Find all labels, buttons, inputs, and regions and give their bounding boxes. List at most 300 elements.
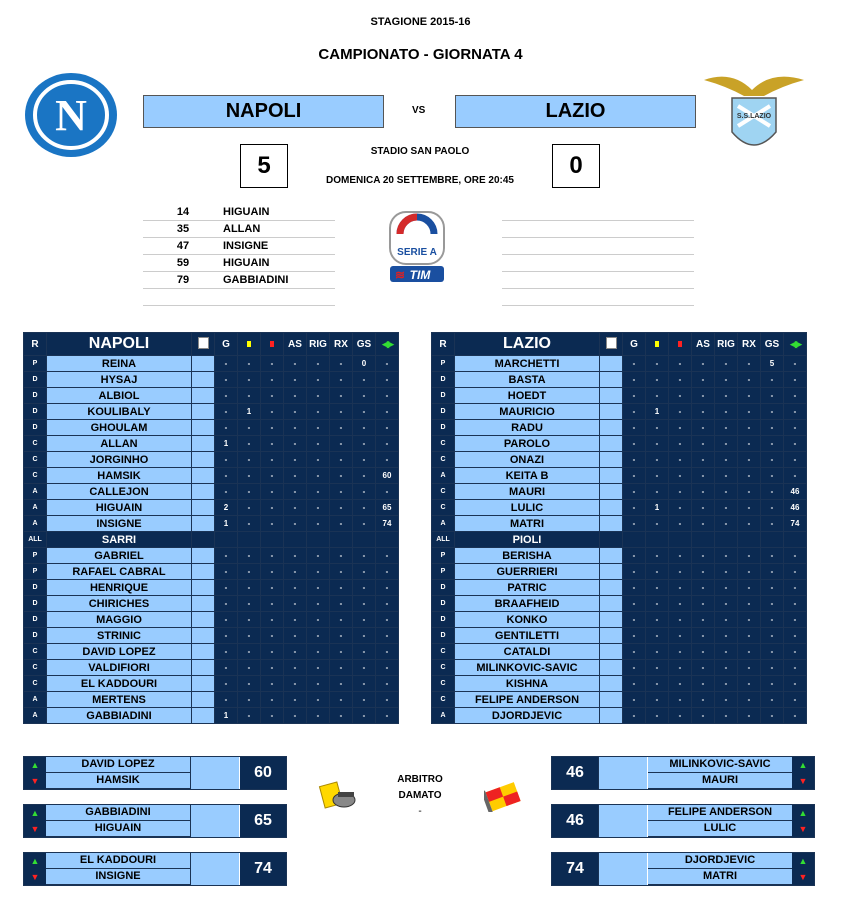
- player-role: P: [24, 356, 47, 372]
- goal-minute: 59: [176, 257, 190, 269]
- player-penalties: -: [715, 356, 738, 372]
- player-rx: -: [330, 436, 353, 452]
- player-name: GABRIEL: [47, 548, 192, 564]
- goal-minute: 79: [176, 274, 190, 286]
- player-name: BASTA: [455, 372, 600, 388]
- player-role: P: [24, 564, 47, 580]
- player-sub-minute: 74: [784, 516, 807, 532]
- player-sub-minute: 74: [376, 516, 399, 532]
- player-gs: -: [761, 436, 784, 452]
- player-penalties: -: [307, 388, 330, 404]
- player-role: P: [432, 548, 455, 564]
- player-gs: -: [761, 404, 784, 420]
- player-role: D: [432, 612, 455, 628]
- match-datetime: DOMENICA 20 SETTEMBRE, ORE 20:45: [325, 175, 514, 186]
- player-assists: -: [284, 468, 307, 484]
- player-name: RADU: [455, 420, 600, 436]
- player-rx: -: [330, 500, 353, 516]
- in-out-arrows-icon: ◀▶: [784, 333, 807, 356]
- player-goals: 2: [215, 500, 238, 516]
- away-roster-table: [431, 332, 807, 724]
- player-assists: -: [284, 420, 307, 436]
- substitution-box: [551, 804, 815, 838]
- sub-out-icon: ▼: [798, 776, 808, 786]
- player-sub-minute: -: [784, 404, 807, 420]
- player-goals: -: [623, 692, 646, 708]
- player-role: P: [432, 356, 455, 372]
- goals-conceded-header: GS: [353, 333, 376, 356]
- player-penalties: -: [715, 436, 738, 452]
- player-name: REINA: [47, 356, 192, 372]
- player-rx: -: [738, 372, 761, 388]
- sub-minute: 46: [552, 805, 598, 837]
- player-sub-minute: -: [376, 420, 399, 436]
- player-yellow: 1: [238, 404, 261, 420]
- player-sub-minute: 46: [784, 484, 807, 500]
- player-role: C: [24, 436, 47, 452]
- player-name: HOEDT: [455, 388, 600, 404]
- player-role: C: [432, 484, 455, 500]
- goal-scorer: HIGUAIN: [223, 206, 270, 218]
- coach-role: ALL: [432, 532, 455, 548]
- player-name: VALDIFIORI: [47, 660, 192, 676]
- player-role: A: [24, 500, 47, 516]
- player-sub-minute: -: [376, 452, 399, 468]
- player-goals: -: [215, 676, 238, 692]
- player-rx: -: [738, 356, 761, 372]
- player-red: -: [261, 388, 284, 404]
- player-red: -: [261, 372, 284, 388]
- svg-text:≋: ≋: [394, 268, 406, 282]
- player-role: C: [432, 692, 455, 708]
- player-goals: -: [623, 356, 646, 372]
- player-sub-minute: -: [784, 436, 807, 452]
- goal-row: [143, 221, 335, 238]
- player-row: [432, 436, 807, 452]
- player-name: KOULIBALY: [47, 404, 192, 420]
- player-name: MATRI: [455, 516, 600, 532]
- player-penalties: -: [307, 484, 330, 500]
- player-sub-minute: 60: [376, 468, 399, 484]
- sub-minute: 74: [240, 853, 286, 885]
- player-assists: -: [692, 468, 715, 484]
- serie-a-logo: [386, 210, 448, 284]
- player-assists: -: [284, 452, 307, 468]
- goal-scorer: ALLAN: [223, 223, 261, 235]
- player-name: KISHNA: [455, 676, 600, 692]
- player-row: [24, 388, 399, 404]
- player-role: A: [432, 516, 455, 532]
- sub-out-icon: ▼: [30, 776, 40, 786]
- goal-scorer: HIGUAIN: [223, 257, 270, 269]
- coach-role: ALL: [24, 532, 47, 548]
- player-name: HIGUAIN: [47, 500, 192, 516]
- player-yellow: -: [238, 356, 261, 372]
- bench-player-row: C MILINKOVIC-SAVIC - - - - - - - -: [432, 660, 807, 676]
- player-goals: -: [215, 452, 238, 468]
- doc-icon: [192, 333, 215, 356]
- player-row: [24, 420, 399, 436]
- player-row: [432, 372, 807, 388]
- player-role: C: [24, 452, 47, 468]
- player-role: C: [432, 500, 455, 516]
- player-penalties: -: [307, 516, 330, 532]
- stadium: STADIO SAN PAOLO: [370, 146, 470, 157]
- player-gs: -: [761, 452, 784, 468]
- player-goals: 1: [215, 436, 238, 452]
- lazio-logo-text: S.S.LAZIO: [736, 113, 772, 120]
- player-row: [432, 388, 807, 404]
- player-name: MAGGIO: [47, 612, 192, 628]
- player-goals: -: [623, 660, 646, 676]
- player-yellow: 1: [646, 500, 669, 516]
- player-row: [432, 356, 807, 372]
- sub-out-icon: ▼: [30, 824, 40, 834]
- player-rx: -: [738, 420, 761, 436]
- sub-in-icon: ▲: [798, 856, 808, 866]
- goals-header: G: [215, 333, 238, 356]
- player-rx: -: [738, 500, 761, 516]
- sub-in-icon: ▲: [30, 856, 40, 866]
- player-red: -: [261, 516, 284, 532]
- assists-header: AS: [284, 333, 307, 356]
- player-goals: -: [623, 516, 646, 532]
- player-gs: -: [761, 468, 784, 484]
- player-penalties: -: [307, 436, 330, 452]
- player-goals: -: [623, 628, 646, 644]
- player-assists: -: [692, 356, 715, 372]
- goal-minute: 35: [176, 223, 190, 235]
- player-assists: -: [284, 372, 307, 388]
- player-rx: -: [330, 356, 353, 372]
- referee-label: ARBITRO: [397, 774, 443, 785]
- player-rx: -: [738, 404, 761, 420]
- player-yellow: -: [646, 484, 669, 500]
- player-role: D: [432, 388, 455, 404]
- player-sub-minute: -: [376, 388, 399, 404]
- player-assists: -: [692, 452, 715, 468]
- player-goals: -: [623, 388, 646, 404]
- player-gs: -: [761, 484, 784, 500]
- flag-icon: [484, 780, 526, 817]
- assists-header: AS: [692, 333, 715, 356]
- player-role: P: [24, 548, 47, 564]
- player-name: KEITA B: [455, 468, 600, 484]
- player-role: D: [24, 388, 47, 404]
- player-yellow: -: [646, 516, 669, 532]
- yellow-card-icon: [238, 333, 261, 356]
- player-name: MILINKOVIC-SAVIC: [455, 660, 600, 676]
- player-role: C: [24, 676, 47, 692]
- player-yellow: 1: [646, 404, 669, 420]
- player-rx: -: [330, 452, 353, 468]
- player-yellow: -: [238, 468, 261, 484]
- home-roster-table: [23, 332, 399, 724]
- player-name: INSIGNE: [47, 516, 192, 532]
- player-gs: 0: [353, 356, 376, 372]
- player-gs: -: [761, 516, 784, 532]
- player-name: GENTILETTI: [455, 628, 600, 644]
- player-goals: -: [623, 564, 646, 580]
- goal-row: [143, 204, 335, 221]
- player-rx: -: [738, 468, 761, 484]
- player-goals: -: [215, 548, 238, 564]
- goal-scorer: GABBIADINI: [223, 274, 289, 286]
- player-goals: -: [215, 420, 238, 436]
- player-gs: -: [353, 388, 376, 404]
- player-row: [432, 420, 807, 436]
- bench-player-row: A GABBIADINI 1 - - - - - - -: [24, 708, 399, 724]
- bench-player-row: D BRAAFHEID - - - - - - - -: [432, 596, 807, 612]
- player-row: [24, 468, 399, 484]
- player-role: D: [24, 404, 47, 420]
- player-assists: -: [284, 436, 307, 452]
- player-name: STRINIC: [47, 628, 192, 644]
- player-gs: -: [353, 452, 376, 468]
- player-role: D: [24, 420, 47, 436]
- player-sub-minute: 46: [784, 500, 807, 516]
- player-name: HENRIQUE: [47, 580, 192, 596]
- player-row: [432, 484, 807, 500]
- player-role: P: [432, 564, 455, 580]
- player-sub-minute: -: [376, 436, 399, 452]
- bench-player-row: A MERTENS - - - - - - - -: [24, 692, 399, 708]
- player-penalties: -: [715, 388, 738, 404]
- player-gs: -: [353, 484, 376, 500]
- player-row: [24, 516, 399, 532]
- player-name: FELIPE ANDERSON: [455, 692, 600, 708]
- player-role: A: [24, 484, 47, 500]
- sub-out-player: INSIGNE: [46, 869, 190, 885]
- player-gs: -: [353, 420, 376, 436]
- player-goals: -: [623, 500, 646, 516]
- player-role: A: [24, 516, 47, 532]
- player-name: CHIRICHES: [47, 596, 192, 612]
- player-name: HAMSIK: [47, 468, 192, 484]
- referee-assist: -: [418, 806, 422, 817]
- player-penalties: -: [307, 500, 330, 516]
- bench-player-row: C KISHNA - - - - - - - -: [432, 676, 807, 692]
- home-team-name: NAPOLI: [143, 95, 384, 128]
- player-role: C: [24, 644, 47, 660]
- bench-player-row: D GENTILETTI - - - - - - - -: [432, 628, 807, 644]
- player-goals: -: [215, 388, 238, 404]
- player-rx: -: [330, 468, 353, 484]
- player-red: -: [669, 436, 692, 452]
- player-row: [24, 452, 399, 468]
- player-assists: -: [284, 484, 307, 500]
- home-score: 5: [240, 144, 288, 188]
- player-name: PATRIC: [455, 580, 600, 596]
- napoli-logo: [24, 72, 118, 158]
- player-red: -: [669, 452, 692, 468]
- player-role: A: [432, 468, 455, 484]
- player-role: D: [24, 628, 47, 644]
- substitution-box: [551, 852, 815, 886]
- player-assists: -: [692, 436, 715, 452]
- bench-player-row: D CHIRICHES - - - - - - - -: [24, 596, 399, 612]
- player-penalties: -: [307, 372, 330, 388]
- player-yellow: -: [646, 388, 669, 404]
- player-yellow: -: [238, 452, 261, 468]
- sub-in-icon: ▲: [30, 808, 40, 818]
- player-penalties: -: [307, 404, 330, 420]
- player-row: [24, 356, 399, 372]
- napoli-logo-letter: N: [55, 91, 87, 140]
- player-role: D: [432, 420, 455, 436]
- player-goals: -: [623, 612, 646, 628]
- player-red: -: [261, 468, 284, 484]
- player-goals: -: [623, 436, 646, 452]
- red-card-icon: [669, 333, 692, 356]
- goals-header: G: [623, 333, 646, 356]
- player-role: C: [432, 436, 455, 452]
- player-yellow: -: [646, 436, 669, 452]
- sub-out-player: MAURI: [648, 773, 792, 789]
- player-row: [24, 500, 399, 516]
- player-name: RAFAEL CABRAL: [47, 564, 192, 580]
- player-goals: 1: [215, 516, 238, 532]
- player-red: -: [669, 404, 692, 420]
- player-name: GUERRIERI: [455, 564, 600, 580]
- player-penalties: -: [307, 452, 330, 468]
- player-penalties: -: [715, 404, 738, 420]
- bench-player-row: C EL KADDOURI - - - - - - - -: [24, 676, 399, 692]
- player-red: -: [669, 372, 692, 388]
- player-row: [432, 404, 807, 420]
- player-sub-minute: -: [784, 356, 807, 372]
- player-assists: -: [692, 404, 715, 420]
- player-goals: -: [623, 468, 646, 484]
- sub-in-player: DJORDJEVIC: [648, 853, 792, 869]
- player-gs: -: [353, 516, 376, 532]
- player-sub-minute: -: [784, 468, 807, 484]
- player-goals: -: [215, 644, 238, 660]
- player-red: -: [669, 388, 692, 404]
- player-name: PAROLO: [455, 436, 600, 452]
- player-gs: 5: [761, 356, 784, 372]
- player-name: HYSAJ: [47, 372, 192, 388]
- sub-minute: 46: [552, 757, 598, 789]
- rx-header: RX: [330, 333, 353, 356]
- player-sub-minute: -: [376, 356, 399, 372]
- player-role: D: [432, 596, 455, 612]
- player-name: MAURI: [455, 484, 600, 500]
- player-role: C: [432, 676, 455, 692]
- player-rx: -: [330, 420, 353, 436]
- sub-out-player: MATRI: [648, 869, 792, 885]
- player-rx: -: [330, 372, 353, 388]
- player-name: ONAZI: [455, 452, 600, 468]
- player-name: CALLEJON: [47, 484, 192, 500]
- player-rx: -: [330, 484, 353, 500]
- serie-a-text: SERIE A: [397, 247, 437, 258]
- away-team-name: LAZIO: [455, 95, 696, 128]
- player-red: -: [261, 356, 284, 372]
- player-goals: -: [623, 452, 646, 468]
- player-gs: -: [353, 404, 376, 420]
- player-assists: -: [692, 372, 715, 388]
- penalty-header: RIG: [307, 333, 330, 356]
- player-goals: -: [215, 580, 238, 596]
- away-score: 0: [552, 144, 600, 188]
- player-assists: -: [692, 516, 715, 532]
- player-role: C: [432, 660, 455, 676]
- sub-in-icon: ▲: [798, 808, 808, 818]
- player-rx: -: [738, 516, 761, 532]
- player-yellow: -: [646, 356, 669, 372]
- player-assists: -: [692, 388, 715, 404]
- sub-out-player: LULIC: [648, 821, 792, 837]
- player-row: [432, 500, 807, 516]
- bench-player-row: C VALDIFIORI - - - - - - - -: [24, 660, 399, 676]
- bench-player-row: D HENRIQUE - - - - - - - -: [24, 580, 399, 596]
- away-goal-list: [502, 204, 694, 306]
- player-sub-minute: -: [784, 388, 807, 404]
- substitution-box: [23, 804, 287, 838]
- player-row: [24, 404, 399, 420]
- season-label: STAGIONE 2015-16: [370, 16, 471, 28]
- in-out-arrows-icon: ◀▶: [376, 333, 399, 356]
- player-sub-minute: -: [376, 404, 399, 420]
- sub-minute: 60: [240, 757, 286, 789]
- player-gs: -: [761, 420, 784, 436]
- player-penalties: -: [715, 420, 738, 436]
- substitution-box: [551, 756, 815, 790]
- player-role: C: [24, 468, 47, 484]
- player-goals: -: [215, 372, 238, 388]
- player-goals: -: [623, 484, 646, 500]
- tim-text: TIM: [409, 268, 431, 282]
- player-sub-minute: -: [784, 452, 807, 468]
- player-rx: -: [330, 388, 353, 404]
- player-assists: -: [692, 420, 715, 436]
- player-goals: -: [215, 404, 238, 420]
- penalty-header: RIG: [715, 333, 738, 356]
- rx-header: RX: [738, 333, 761, 356]
- sub-minute: 74: [552, 853, 598, 885]
- player-rx: -: [330, 404, 353, 420]
- player-red: -: [669, 484, 692, 500]
- player-goals: -: [215, 628, 238, 644]
- player-rx: -: [738, 484, 761, 500]
- player-rx: -: [738, 436, 761, 452]
- player-role: D: [24, 612, 47, 628]
- matchday-title: CAMPIONATO - GIORNATA 4: [318, 46, 523, 63]
- player-name: MERTENS: [47, 692, 192, 708]
- sub-in-player: EL KADDOURI: [46, 853, 190, 869]
- player-goals: -: [215, 692, 238, 708]
- player-penalties: -: [715, 484, 738, 500]
- player-yellow: -: [238, 420, 261, 436]
- player-name: BRAAFHEID: [455, 596, 600, 612]
- player-rx: -: [330, 516, 353, 532]
- sub-in-icon: ▲: [30, 760, 40, 770]
- goal-minute: 47: [176, 240, 190, 252]
- player-gs: -: [761, 388, 784, 404]
- bench-player-row: C CATALDI - - - - - - - -: [432, 644, 807, 660]
- player-assists: -: [692, 484, 715, 500]
- bench-player-row: A DJORDJEVIC - - - - - - - -: [432, 708, 807, 724]
- player-goals: -: [215, 484, 238, 500]
- player-gs: -: [353, 468, 376, 484]
- player-gs: -: [353, 500, 376, 516]
- player-name: JORGINHO: [47, 452, 192, 468]
- player-goals: -: [215, 564, 238, 580]
- player-red: -: [669, 500, 692, 516]
- player-row: [24, 436, 399, 452]
- player-role: C: [24, 660, 47, 676]
